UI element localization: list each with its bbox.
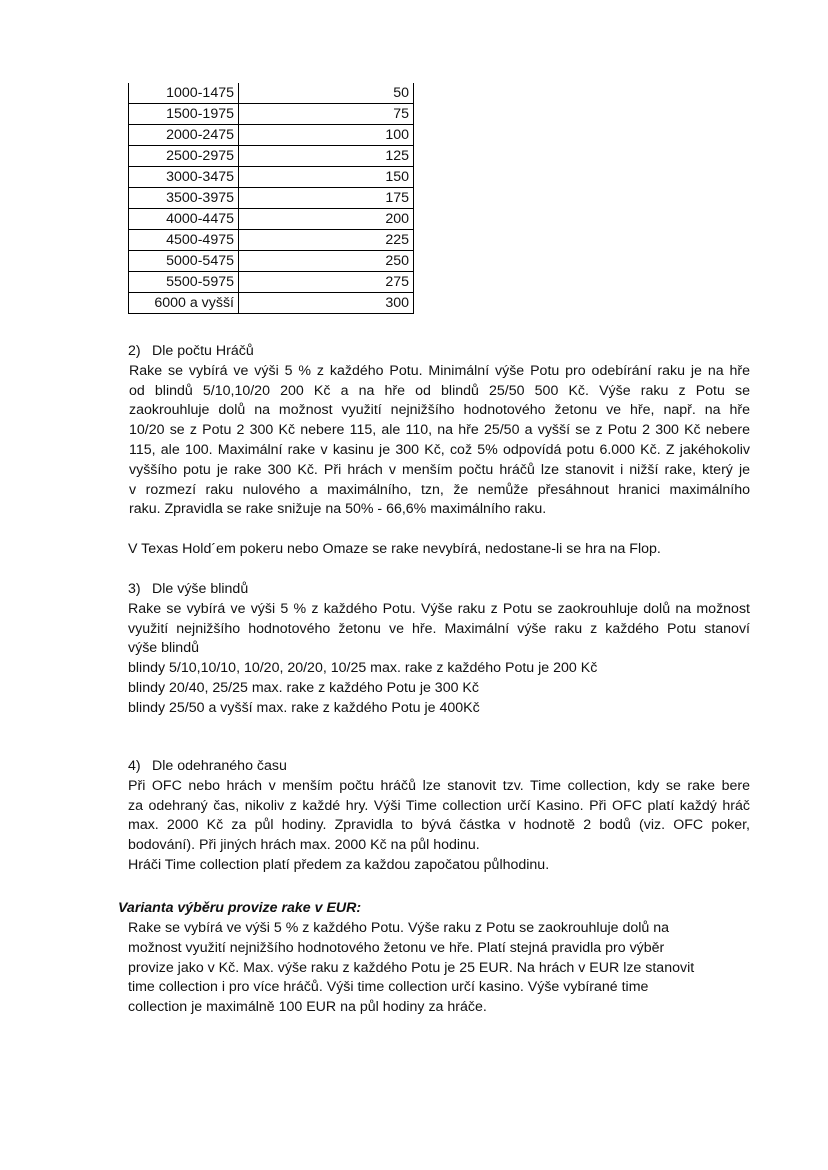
eur-line: time collection i pro více hráčů. Výši time collection určí kasino. Výše vybírané time: [128, 979, 649, 996]
pot-range-cell: 3500-3975: [129, 188, 239, 209]
eur-variant-title: Varianta výběru provize rake v EUR:: [118, 900, 362, 916]
table-row: [129, 293, 414, 314]
rake-value-cell: 225: [239, 230, 414, 251]
table-row: [129, 188, 414, 209]
section-2-line: vyššího potu je rake 300 Kč. Při hrách v menším počtu hráčů lze stanovit i nižší rake, který je: [129, 461, 750, 478]
pot-range-cell: 2000-2475: [129, 125, 239, 146]
section-4-line: max. 2000 Kč za půl hodiny. Zpravidla to bývá částka v hodnotě 2 bodů (viz. OFC poker,: [128, 817, 750, 834]
section-2-line: 10/20 se z Potu 2 300 Kč nebere 115, ale 110, na hře 25/50 a vyšší se z Potu 2 300 Kč nebere: [129, 422, 750, 439]
pot-range-cell: 5000-5475: [129, 251, 239, 272]
section-4: [128, 757, 750, 876]
section-2-line: od blindů 5/10,10/20 200 Kč a na hře od blindů 25/50 500 Kč. Výše raku z Potu se: [129, 382, 750, 399]
blinds-rule: blindy 5/10,10/10, 10/20, 20/20, 10/25 max. rake z každého Potu je 200 Kč: [128, 660, 598, 677]
pot-range-cell: 3000-3475: [129, 167, 239, 188]
section-4-line: Hráči Time collection platí předem za každou započatou půlhodinu.: [128, 856, 550, 873]
table-row: [129, 272, 414, 293]
section-3-line: výše blindů: [128, 640, 199, 657]
section-4-number: 4): [128, 758, 141, 774]
section-4-line: Při OFC nebo hrách v menším počtu hráčů lze stanovit tzv. Time collection, kdy se rake bere: [128, 777, 750, 794]
rake-value-cell: 300: [239, 293, 414, 314]
section-3-line: Rake se vybírá ve výši 5 % z každého Potu. Výše raku z Potu se zaokrouhluje dolů na možnost: [128, 600, 750, 617]
rake-value-cell: 150: [239, 167, 414, 188]
table-row: [129, 83, 414, 104]
section-2-line: v rozmezí raku nulového a maximálního, tzn, že nemůže přesáhnout hranici maximálního: [129, 481, 750, 498]
section-3: [128, 580, 750, 719]
section-4-line: bodování). Při jiných hrách max. 2000 Kč na půl hodinu.: [128, 837, 480, 854]
table-row: [129, 167, 414, 188]
table-row: [129, 146, 414, 167]
blinds-rule: blindy 20/40, 25/25 max. rake z každého Potu je 300 Kč: [128, 679, 479, 696]
section-3-title: Dle výše blindů: [152, 581, 249, 597]
pot-range-cell: 2500-2975: [129, 146, 239, 167]
eur-variant-body: [128, 919, 728, 1018]
pot-range-cell: 4500-4975: [129, 230, 239, 251]
section-4-line: za odehraný čas, nikoliv z každé hry. Výši Time collection určí Kasino. Při OFC platí každý hráč: [128, 797, 750, 814]
rake-value-cell: 50: [239, 83, 414, 104]
pot-range-cell: 1500-1975: [129, 104, 239, 125]
pot-range-cell: 1000-1475: [129, 83, 239, 104]
eur-line: Rake se vybírá ve výši 5 % z každého Potu. Výše raku z Potu se zaokrouhluje dolů na: [128, 920, 669, 936]
rake-table-body: [129, 83, 414, 314]
pot-range-cell: 5500-5975: [129, 272, 239, 293]
section-3-heading: [128, 580, 750, 600]
eur-line: možnost využití nejnižšího hodnotového žetonu ve hře. Platí stejná pravidla pro výběr: [128, 939, 665, 956]
section-2-title: Dle počtu Hráčů: [152, 343, 254, 359]
blinds-rule: blindy 25/50 a vyšší max. rake z každého Potu je 400Kč: [128, 699, 480, 716]
rake-value-cell: 200: [239, 209, 414, 230]
table-row: [129, 209, 414, 230]
pot-range-cell: 6000 a vyšší: [129, 293, 239, 314]
section-4-heading: [128, 757, 750, 777]
section-2-line: 115, ale 100. Maximální rake v kasinu je 300 Kč, což 5% odpovídá potu 6.000 Kč. Z jakéhokoliv: [129, 441, 750, 458]
table-row: [129, 125, 414, 146]
section-3-number: 3): [128, 581, 141, 597]
section-2: [128, 342, 750, 520]
rake-value-cell: 75: [239, 104, 414, 125]
rake-value-cell: 100: [239, 125, 414, 146]
section-2-line: raku. Zpravidla se rake snižuje na 50% - 66,6% maximálního raku.: [129, 501, 547, 518]
section-2-number: 2): [128, 343, 141, 359]
table-row: [129, 230, 414, 251]
table-row: [129, 104, 414, 125]
section-2-heading: [128, 342, 750, 362]
pot-range-cell: 4000-4475: [129, 209, 239, 230]
eur-line: collection je maximálně 100 EUR na půl hodiny za hráče.: [128, 999, 487, 1016]
section-4-title: Dle odehraného času: [152, 758, 287, 774]
texas-holdem-note: V Texas Hold´em pokeru nebo Omaze se rake nevybírá, nedostane-li se hra na Flop.: [128, 541, 661, 557]
rake-table: [128, 83, 414, 314]
eur-line: provize jako v Kč. Max. výše raku z každého Potu je 25 EUR. Na hrách v EUR lze stanovit: [128, 959, 695, 976]
section-2-line: Rake se vybírá ve výši 5 % z každého Potu. Minimální výše Potu pro odebírání raku je na hře: [129, 362, 750, 379]
section-3-line: využití nejnižšího hodnotového žetonu ve hře. Maximální výše raku z každého Potu stanoví: [128, 620, 750, 637]
rake-value-cell: 125: [239, 146, 414, 167]
section-2-note: [128, 540, 750, 560]
rake-value-cell: 175: [239, 188, 414, 209]
rake-value-cell: 275: [239, 272, 414, 293]
section-2-line: zaokrouhluje dolů na možnost využití nejnižšího hodnotového žetonu ve hře, např. na hře: [129, 402, 750, 419]
table-row: [129, 251, 414, 272]
rake-value-cell: 250: [239, 251, 414, 272]
